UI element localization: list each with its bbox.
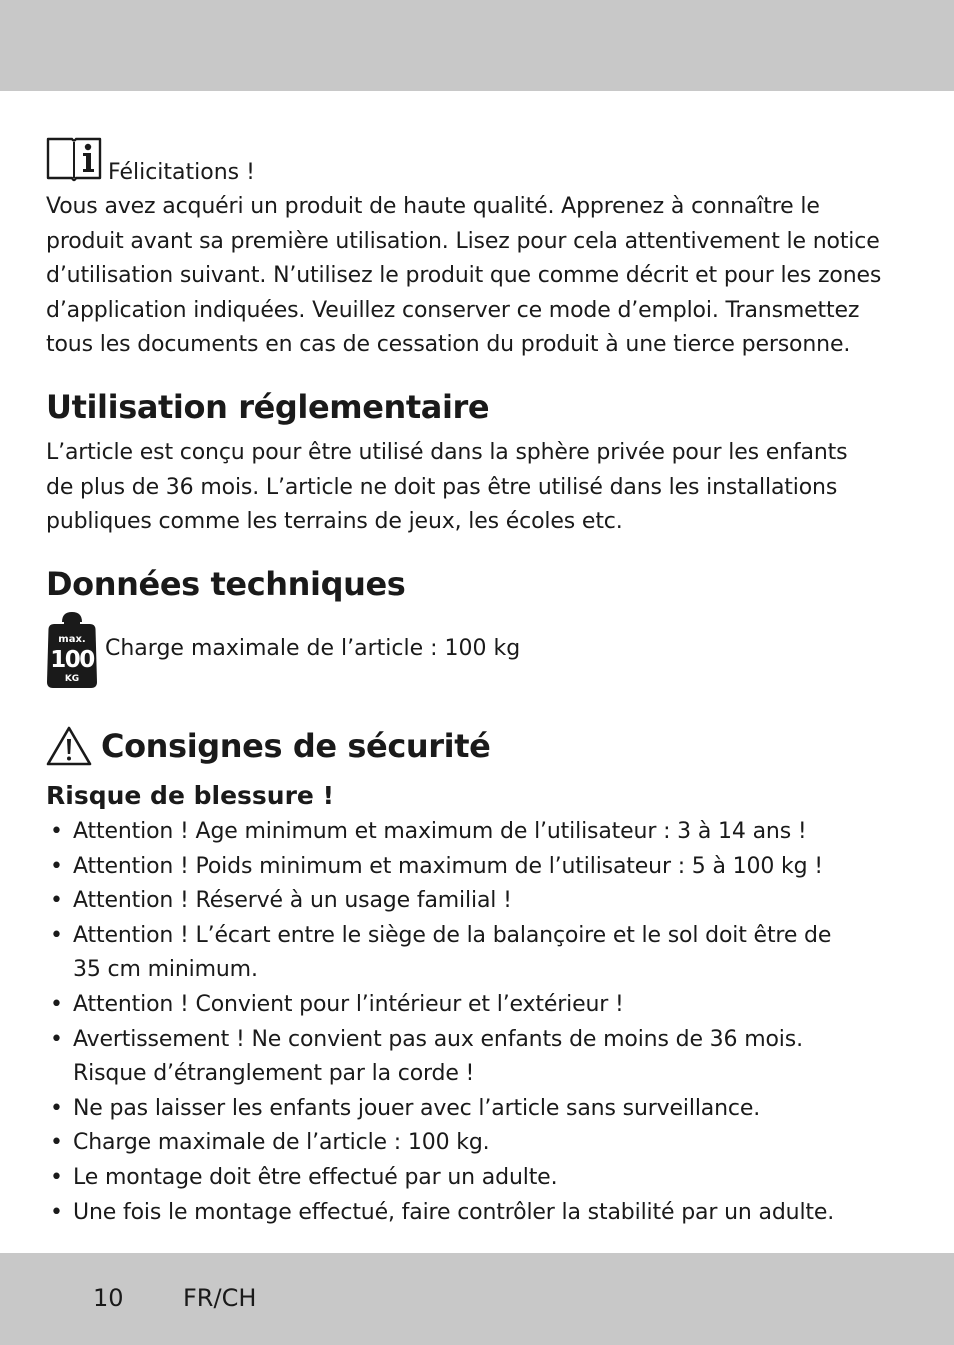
intro-line: tous les documents en cas de cessation du produit à une tierce personne. [46,332,851,358]
warning-triangle-icon [46,725,92,767]
list-item [46,1092,906,1127]
footer-band [0,1253,954,1345]
list-item-line: Attention ! L’écart entre le siège de la balançoire et le sol doit être de [73,922,832,948]
header-band [0,0,954,91]
safety-heading: Consignes de sécurité [101,727,491,765]
list-item [46,884,906,919]
list-item-line: Attention ! Age minimum et maximum de l’utilisateur : 3 à 14 ans ! [73,819,807,844]
list-item-line: Le montage doit être effectué par un adulte. [73,1164,558,1190]
usage-line: L’article est conçu pour être utilisé dans la sphère privée pour les enfants [46,440,848,465]
bullet-dot: • [50,1130,63,1156]
list-item-line: Avertissement ! Ne convient pas aux enfants de moins de 36 mois. [73,1026,803,1052]
list-item [46,1161,906,1196]
list-item-line: Charge maximale de l’article : 100 kg. [73,1130,490,1156]
bullet-dot: • [50,991,63,1017]
intro-line: produit avant sa première utilisation. Lisez pour cela attentivement le notice [46,228,880,254]
safety-subheading: Risque de blessure ! [46,781,334,810]
safety-heading-row [46,724,490,768]
intro-line: d’application indiquées. Veuillez conserver ce mode d’emploi. Transmettez [46,297,860,323]
bullet-dot: • [50,853,63,879]
info-book-icon [46,134,102,184]
list-item-line: Risque d’étranglement par la corde ! [73,1061,475,1087]
usage-paragraph [46,436,906,540]
bullet-dot: • [50,819,63,844]
weight-badge-unit: KG [64,674,80,684]
bullet-dot: • [50,1164,63,1190]
max-load-text: Charge maximale de l’article : 100 kg [105,636,521,661]
list-item [46,988,906,1023]
list-item [46,919,906,988]
bullet-dot: • [50,888,63,914]
technical-heading: Données techniques [46,565,406,603]
page-number: 10 [93,1284,124,1312]
bullet-dot: • [50,922,63,948]
usage-line: publiques comme les terrains de jeux, les écoles etc. [46,509,623,535]
max-weight-icon [46,610,98,690]
usage-heading: Utilisation réglementaire [46,388,490,426]
max-load-row [46,610,520,690]
weight-badge-value: 100 [50,647,94,673]
bullet-dot: • [50,1095,63,1121]
intro-line: d’utilisation suivant. N’utilisez le produit que comme décrit et pour les zones [46,263,882,289]
locale-label: FR/CH [183,1284,257,1312]
list-item [46,815,906,850]
bullet-dot: • [50,1199,63,1225]
list-item [46,1126,906,1161]
safety-list [46,815,906,1230]
list-item-line: Ne pas laisser les enfants jouer avec l’article sans surveillance. [73,1095,761,1121]
intro-paragraph [46,190,906,363]
list-item [46,1196,906,1231]
list-item [46,850,906,885]
bullet-dot: • [50,1026,63,1052]
list-item-line: Attention ! Convient pour l’intérieur et l’extérieur ! [73,991,624,1017]
intro-congrats: Félicitations ! [108,160,255,185]
intro-line: Vous avez acquéri un produit de haute qualité. Apprenez à connaître le [46,194,820,219]
list-item-line: Attention ! Poids minimum et maximum de l’utilisateur : 5 à 100 kg ! [73,853,823,879]
list-item-line: 35 cm minimum. [73,957,258,983]
intro-congrats-row [46,134,255,184]
list-item-line: Attention ! Réservé à un usage familial ! [73,888,512,914]
list-item [46,1023,906,1092]
usage-line: de plus de 36 mois. L’article ne doit pas être utilisé dans les installations [46,474,838,500]
list-item-line: Une fois le montage effectué, faire contrôler la stabilité par un adulte. [73,1199,835,1225]
weight-badge-top: max. [58,634,86,645]
